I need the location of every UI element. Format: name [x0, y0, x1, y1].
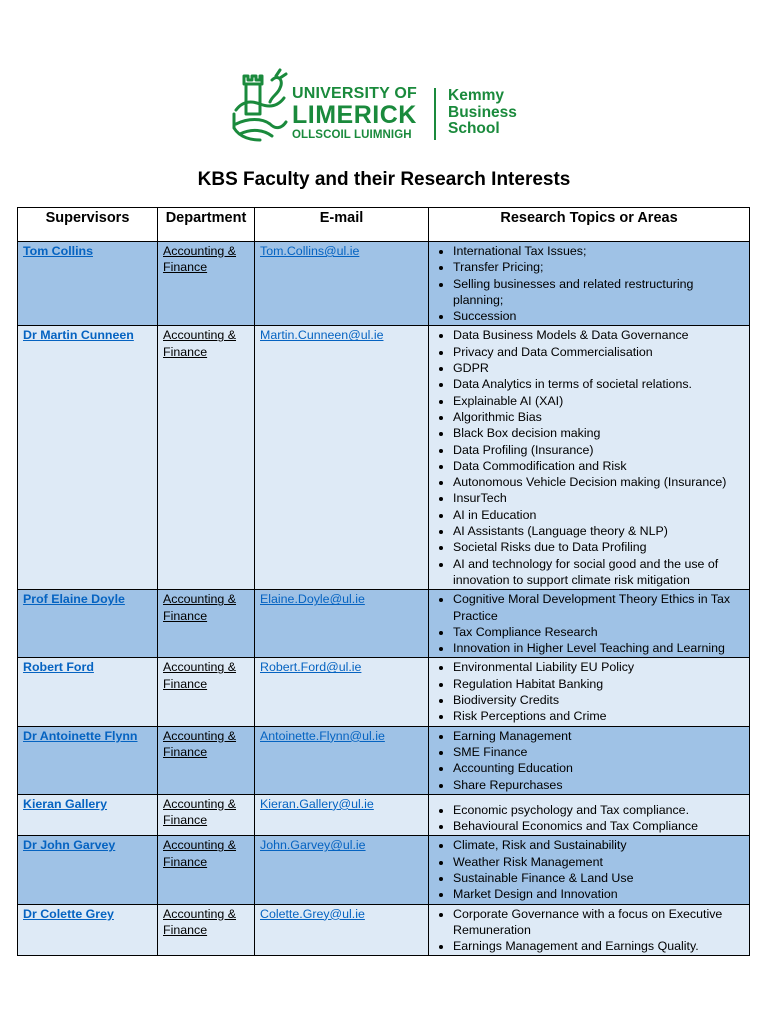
topic-item: • Earning Management	[453, 728, 745, 744]
topic-item: • Cognitive Moral Development Theory Ethics in Tax Practice	[453, 591, 745, 624]
department-line: Finance	[163, 676, 208, 691]
topic-item: • Corporate Governance with a focus on Executive Remuneration	[453, 906, 745, 939]
department-cell	[158, 242, 255, 326]
header-email: E-mail	[255, 208, 429, 242]
department-line: Accounting &	[163, 796, 237, 811]
department-cell	[158, 326, 255, 590]
university-logo	[232, 64, 532, 144]
email-link[interactable]: Kieran.Gallery@ul.ie	[260, 796, 374, 811]
department-line: Accounting &	[163, 838, 237, 853]
topics-list	[434, 728, 745, 793]
topic-item: • Privacy and Data Commercialisation	[453, 344, 745, 360]
supervisor-link[interactable]: Prof Elaine Doyle	[23, 592, 125, 607]
supervisor-cell	[18, 658, 158, 726]
email-link[interactable]: Martin.Cunneen@ul.ie	[260, 328, 384, 343]
department-line: Finance	[163, 854, 208, 869]
topic-item: • Black Box decision making	[453, 425, 745, 441]
topic-item: • AI and technology for social good and the use of innovation to support climate risk mitigation	[453, 556, 745, 589]
department-cell	[158, 794, 255, 836]
table-row	[18, 904, 750, 956]
supervisor-link[interactable]: Robert Ford	[23, 660, 94, 675]
supervisor-cell	[18, 726, 158, 794]
topic-item: • International Tax Issues;	[453, 243, 745, 259]
supervisor-link[interactable]: Tom Collins	[23, 244, 93, 258]
logo-divider	[434, 88, 436, 140]
school-name-line-3: School	[448, 120, 500, 137]
topic-item: • Innovation in Higher Level Teaching and Learning	[453, 640, 745, 656]
department-line: Finance	[163, 744, 208, 759]
topics-cell	[429, 326, 750, 590]
department-line: Finance	[163, 260, 208, 275]
topics-list	[434, 327, 745, 588]
department-cell	[158, 726, 255, 794]
supervisor-cell	[18, 326, 158, 590]
university-wordmark	[292, 86, 417, 142]
topic-item: • Behavioural Economics and Tax Compliance	[453, 818, 745, 834]
topics-list	[434, 243, 745, 324]
school-name	[448, 88, 517, 138]
school-name-line-2: Business	[448, 103, 517, 121]
supervisor-cell	[18, 242, 158, 326]
table-row	[18, 836, 750, 904]
table-row	[18, 326, 750, 590]
topics-cell	[429, 590, 750, 658]
topics-cell	[429, 794, 750, 836]
table-body	[18, 242, 750, 956]
table-row	[18, 590, 750, 658]
supervisor-link[interactable]: Dr John Garvey	[23, 838, 116, 853]
email-cell	[255, 590, 429, 658]
topic-item: • Economic psychology and Tax compliance.	[453, 802, 745, 818]
email-link[interactable]: Colette.Grey@ul.ie	[260, 906, 365, 921]
topics-cell	[429, 658, 750, 726]
topic-item: • InsurTech	[453, 490, 745, 506]
topic-item: • Climate, Risk and Sustainability	[453, 837, 745, 853]
topic-item: • AI Assistants (Language theory & NLP)	[453, 523, 745, 539]
topic-item: • Autonomous Vehicle Decision making (Insurance)	[453, 474, 745, 490]
topics-list	[434, 591, 745, 656]
email-cell	[255, 658, 429, 726]
topic-item: • Regulation Habitat Banking	[453, 676, 745, 692]
topic-item: • Transfer Pricing;	[453, 259, 745, 275]
department-line: Finance	[163, 608, 208, 623]
department-line: Finance	[163, 922, 208, 937]
department-cell	[158, 904, 255, 956]
email-cell	[255, 326, 429, 590]
topic-item: • Data Commodification and Risk	[453, 458, 745, 474]
topic-item: • Environmental Liability EU Policy	[453, 659, 745, 675]
topics-list	[434, 906, 745, 955]
topic-item: • AI in Education	[453, 507, 745, 523]
topic-item: • Data Analytics in terms of societal relations.	[453, 376, 745, 392]
topic-item: • Weather Risk Management	[453, 854, 745, 870]
email-cell	[255, 904, 429, 956]
header-research-topics: Research Topics or Areas	[429, 208, 750, 242]
topic-item: • Data Profiling (Insurance)	[453, 442, 745, 458]
department-line: Accounting &	[163, 244, 237, 258]
topic-item: • Accounting Education	[453, 760, 745, 776]
topics-cell	[429, 836, 750, 904]
department-line: Accounting &	[163, 592, 237, 607]
email-cell	[255, 836, 429, 904]
wordmark-line-2: LIMERICK	[292, 101, 417, 129]
department-cell	[158, 836, 255, 904]
topics-cell	[429, 904, 750, 956]
topic-item: • Succession	[453, 308, 745, 324]
table-row	[18, 726, 750, 794]
school-name-line-1: Kemmy	[448, 87, 504, 104]
supervisor-link[interactable]: Kieran Gallery	[23, 796, 108, 811]
table-row	[18, 242, 750, 326]
topic-item: • Data Business Models & Data Governance	[453, 327, 745, 343]
header-supervisors: Supervisors	[18, 208, 158, 242]
email-link[interactable]: John.Garvey@ul.ie	[260, 838, 366, 853]
email-cell	[255, 794, 429, 836]
department-line: Finance	[163, 813, 208, 828]
department-line: Accounting &	[163, 328, 237, 343]
department-line: Accounting &	[163, 728, 237, 743]
topic-item: • Societal Risks due to Data Profiling	[453, 539, 745, 555]
supervisor-link[interactable]: Dr Colette Grey	[23, 906, 114, 921]
topic-item: • Earnings Management and Earnings Quality.	[453, 938, 745, 954]
topic-item: • Risk Perceptions and Crime	[453, 708, 745, 724]
topics-cell	[429, 242, 750, 326]
topic-item: • SME Finance	[453, 744, 745, 760]
email-cell	[255, 726, 429, 794]
email-link[interactable]: Elaine.Doyle@ul.ie	[260, 592, 365, 607]
table-row	[18, 794, 750, 836]
supervisor-cell	[18, 904, 158, 956]
topic-item: • Algorithmic Bias	[453, 409, 745, 425]
department-line: Accounting &	[163, 660, 237, 675]
topic-item: • GDPR	[453, 360, 745, 376]
supervisor-link[interactable]: Dr Martin Cunneen	[23, 328, 134, 343]
table-row	[18, 658, 750, 726]
topics-list	[434, 659, 745, 724]
page-title: KBS Faculty and their Research Interests	[197, 169, 571, 190]
department-line: Finance	[163, 344, 208, 359]
topics-cell	[429, 726, 750, 794]
wordmark-line-1: UNIVERSITY OF	[292, 85, 417, 102]
topics-list	[434, 837, 745, 902]
table-header-row	[18, 208, 750, 242]
topic-item: • Biodiversity Credits	[453, 692, 745, 708]
topic-item: • Sustainable Finance & Land Use	[453, 870, 745, 886]
wordmark-line-3: OLLSCOIL LUIMNIGH	[292, 129, 412, 141]
department-line: Accounting &	[163, 906, 237, 921]
supervisor-cell	[18, 590, 158, 658]
topic-item: • Share Repurchases	[453, 777, 745, 793]
topic-item: • Selling businesses and related restructuring planning;	[453, 276, 745, 309]
supervisor-cell	[18, 836, 158, 904]
topic-item: • Market Design and Innovation	[453, 886, 745, 902]
topics-list	[434, 802, 745, 835]
topic-item: • Explainable AI (XAI)	[453, 393, 745, 409]
header-department: Department	[158, 208, 255, 242]
department-cell	[158, 590, 255, 658]
topic-item: • Tax Compliance Research	[453, 624, 745, 640]
email-cell	[255, 242, 429, 326]
department-cell	[158, 658, 255, 726]
supervisor-cell	[18, 794, 158, 836]
email-link[interactable]: Antoinette.Flynn@ul.ie	[260, 728, 385, 743]
faculty-table	[17, 207, 750, 956]
supervisor-link[interactable]: Dr Antoinette Flynn	[23, 728, 138, 743]
crest-icon	[232, 66, 288, 142]
email-link[interactable]: Tom.Collins@ul.ie	[260, 244, 360, 258]
email-link[interactable]: Robert.Ford@ul.ie	[260, 660, 362, 675]
